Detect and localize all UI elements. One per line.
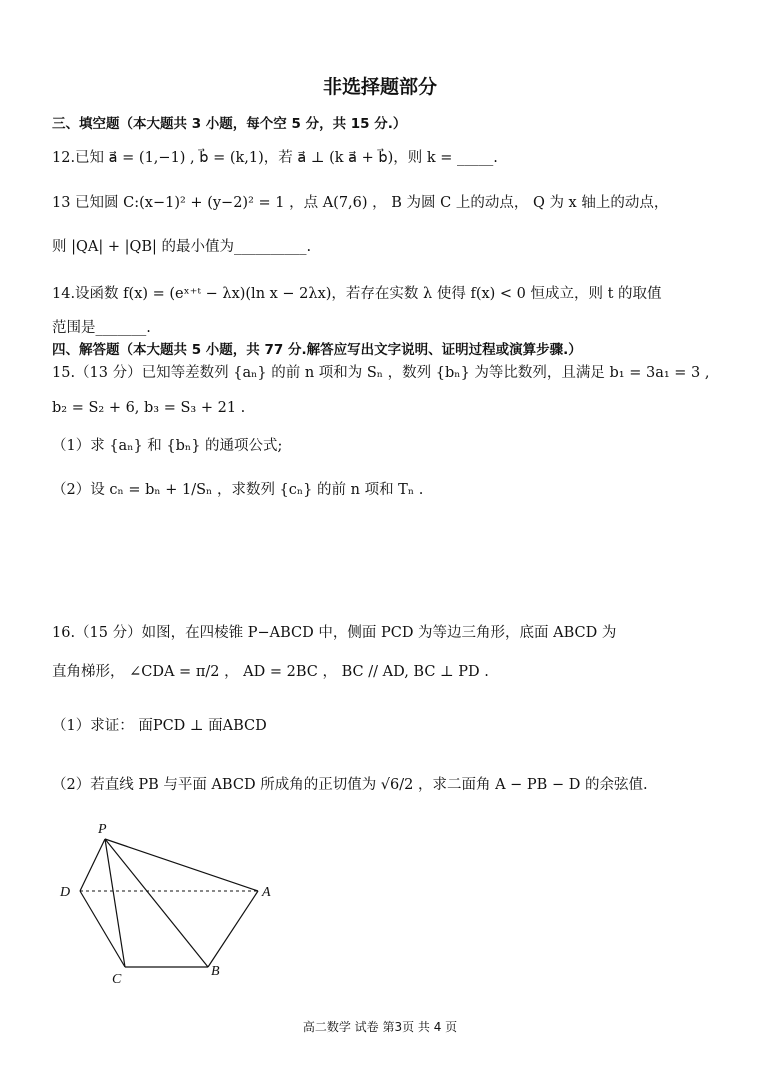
- question-15-line-2: b₂ = S₂ + 6, b₃ = S₃ + 21 .: [52, 400, 246, 416]
- question-14-line-1: 14.设函数 f(x) = (eˣ⁺ᵗ − λx)(ln x − 2λx)，若存在实数 λ 使得 f(x) < 0 恒成立，则 t 的取值: [52, 286, 662, 302]
- section-fill-in-heading: 三、填空题（本大题共 3 小题，每个空 5 分，共 15 分.）: [52, 116, 407, 132]
- edge-BA: [208, 891, 258, 967]
- question-16-line-1: 16.（15 分）如图，在四棱锥 P−ABCD 中，侧面 PCD 为等边三角形，底面 ABCD 为: [52, 625, 617, 641]
- question-14-line-2: 范围是_______.: [52, 320, 151, 336]
- pyramid-figure: [50, 815, 290, 995]
- question-15-line-1: 15.（13 分）已知等差数列 {aₙ} 的前 n 项和为 Sₙ ，数列 {bₙ} 为等比数列，且满足 b₁ = 3a₁ = 3 ,: [52, 365, 710, 381]
- label-D: D: [60, 885, 71, 900]
- question-16-line-2: 直角梯形， ∠CDA = π/2 ， AD = 2BC ， BC // AD, BC ⊥ PD .: [52, 664, 489, 680]
- question-16-part-1: （1）求证： 面PCD ⊥ 面ABCD: [52, 718, 267, 734]
- section-answer-heading: 四、解答题（本大题共 5 小题，共 77 分.解答应写出文字说明、证明过程或演算步骤.）: [52, 342, 582, 358]
- label-B: B: [211, 964, 220, 979]
- page-footer: 高二数学 试卷 第3页 共 4 页: [302, 1020, 458, 1034]
- question-16-part-2: （2）若直线 PB 与平面 ABCD 所成角的正切值为 √6/2 ，求二面角 A − PB − D 的余弦值.: [52, 777, 648, 793]
- edge-DC: [80, 891, 125, 967]
- question-13-line-2: 则 |QA| + |QB| 的最小值为__________.: [52, 239, 312, 255]
- label-P: P: [98, 822, 107, 837]
- label-C: C: [112, 972, 122, 987]
- question-15-part-2: （2）设 cₙ = bₙ + 1/Sₙ ，求数列 {cₙ} 的前 n 项和 Tₙ .: [52, 482, 424, 498]
- edge-PD: [80, 839, 105, 891]
- edge-PA: [105, 839, 258, 891]
- edge-PB: [105, 839, 208, 967]
- label-A: A: [262, 885, 271, 900]
- question-13-line-1: 13 已知圆 C:(x−1)² + (y−2)² = 1 ，点 A(7,6) ， B 为圆 C 上的动点， Q 为 x 轴上的动点，: [52, 195, 669, 211]
- question-15-part-1: （1）求 {aₙ} 和 {bₙ} 的通项公式;: [52, 438, 283, 454]
- edge-PC: [105, 839, 125, 967]
- question-12: 12.已知 a⃗ = (1,−1) , b⃗ = (k,1)，若 a⃗ ⊥ (k a⃗ + b⃗)，则 k = _____.: [52, 150, 498, 166]
- page-title: 非选择题部分: [322, 76, 437, 98]
